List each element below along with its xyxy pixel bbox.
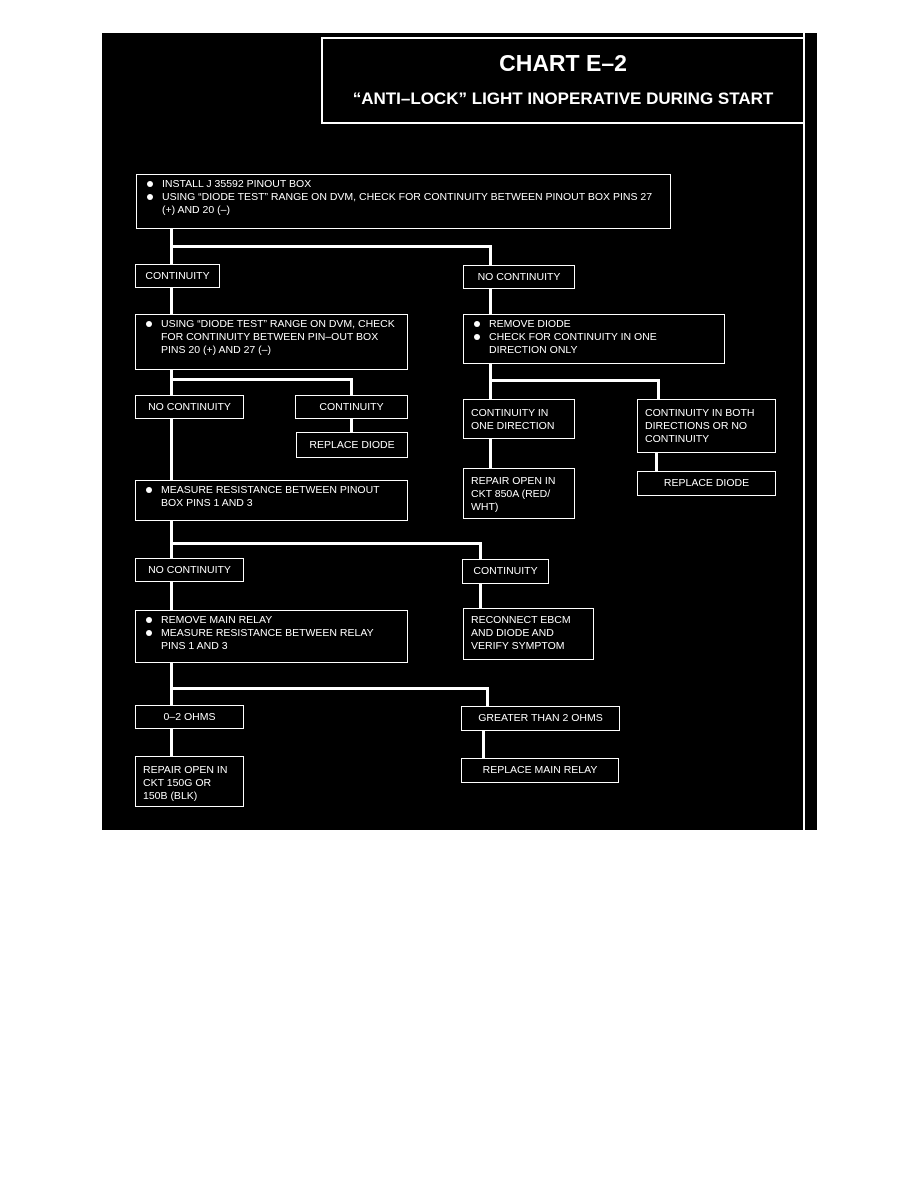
step-measure-relay-resistance — [135, 610, 408, 663]
no-continuity-label-3: NO CONTINUITY — [135, 558, 244, 582]
connector-line — [170, 287, 173, 315]
connector-line — [170, 542, 482, 545]
replace-main-relay-box: REPLACE MAIN RELAY — [461, 758, 619, 783]
reconnect-ebcm-box: RECONNECT EBCM AND DIODE AND VERIFY SYMPTOM — [463, 608, 594, 660]
connector-line — [486, 687, 489, 707]
connector-line — [170, 520, 173, 559]
step-1-bullet-2: USING “DIODE TEST” RANGE ON DVM, CHECK FOR CONTINUITY BETWEEN PINOUT BOX PINS 27 (+) AND 20 (–) — [144, 191, 663, 217]
no-continuity-label-1: NO CONTINUITY — [463, 265, 575, 289]
remove-diode-bullet-2: CHECK FOR CONTINUITY IN ONE DIRECTION ONLY — [471, 331, 717, 357]
connector-line — [655, 452, 658, 472]
repair-open-150g-box: REPAIR OPEN IN CKT 150G OR 150B (BLK) — [135, 756, 244, 807]
continuity-one-direction-box: CONTINUITY IN ONE DIRECTION — [463, 399, 575, 439]
connector-line — [479, 542, 482, 560]
connector-line — [489, 379, 660, 382]
step-check-reverse-continuity — [135, 314, 408, 370]
step-measure-pinout-resistance — [135, 480, 408, 521]
connector-line — [170, 418, 173, 481]
ohms-high-label: GREATER THAN 2 OHMS — [461, 706, 620, 731]
connector-line — [170, 378, 353, 381]
replace-diode-box-1: REPLACE DIODE — [296, 432, 408, 458]
continuity-both-or-none-box: CONTINUITY IN BOTH DIRECTIONS OR NO CONTINUITY — [637, 399, 776, 453]
step-4-bullet-2: MEASURE RESISTANCE BETWEEN RELAY PINS 1 AND 3 — [143, 627, 400, 653]
connector-line — [170, 687, 489, 690]
connector-line — [350, 378, 353, 396]
connector-line — [350, 418, 353, 433]
step-3-bullet-1: MEASURE RESISTANCE BETWEEN PINOUT BOX PINS 1 AND 3 — [143, 484, 400, 510]
remove-diode-bullet-1: REMOVE DIODE — [471, 318, 717, 331]
connector-line — [489, 245, 492, 265]
connector-line — [489, 438, 492, 469]
connector-line — [479, 583, 482, 609]
connector-line — [170, 245, 492, 248]
connector-line — [482, 730, 485, 759]
connector-line — [170, 581, 173, 611]
step-2-bullet-1: USING “DIODE TEST” RANGE ON DVM, CHECK FOR CONTINUITY BETWEEN PIN–OUT BOX PINS 20 (+) AND 27 (–) — [143, 318, 400, 357]
connector-line — [170, 369, 173, 396]
continuity-label-1: CONTINUITY — [135, 264, 220, 288]
connector-line — [170, 728, 173, 757]
step-install-pinout-box — [136, 174, 671, 229]
continuity-label-3: CONTINUITY — [462, 559, 549, 584]
repair-open-850a-box: REPAIR OPEN IN CKT 850A (RED/ WHT) — [463, 468, 575, 519]
step-1-bullet-1: INSTALL J 35592 PINOUT BOX — [144, 178, 663, 191]
step-4-bullet-1: REMOVE MAIN RELAY — [143, 614, 400, 627]
chart-subtitle: “ANTI–LOCK” LIGHT INOPERATIVE DURING START — [352, 89, 774, 108]
panel-edge — [803, 33, 805, 830]
step-remove-diode — [463, 314, 725, 364]
connector-line — [489, 289, 492, 315]
connector-line — [170, 662, 173, 706]
continuity-label-2: CONTINUITY — [295, 395, 408, 419]
connector-line — [657, 379, 660, 400]
replace-diode-box-2: REPLACE DIODE — [637, 471, 776, 496]
no-continuity-label-2: NO CONTINUITY — [135, 395, 244, 419]
ohms-low-label: 0–2 OHMS — [135, 705, 244, 729]
chart-title: CHART E–2 — [499, 50, 627, 76]
